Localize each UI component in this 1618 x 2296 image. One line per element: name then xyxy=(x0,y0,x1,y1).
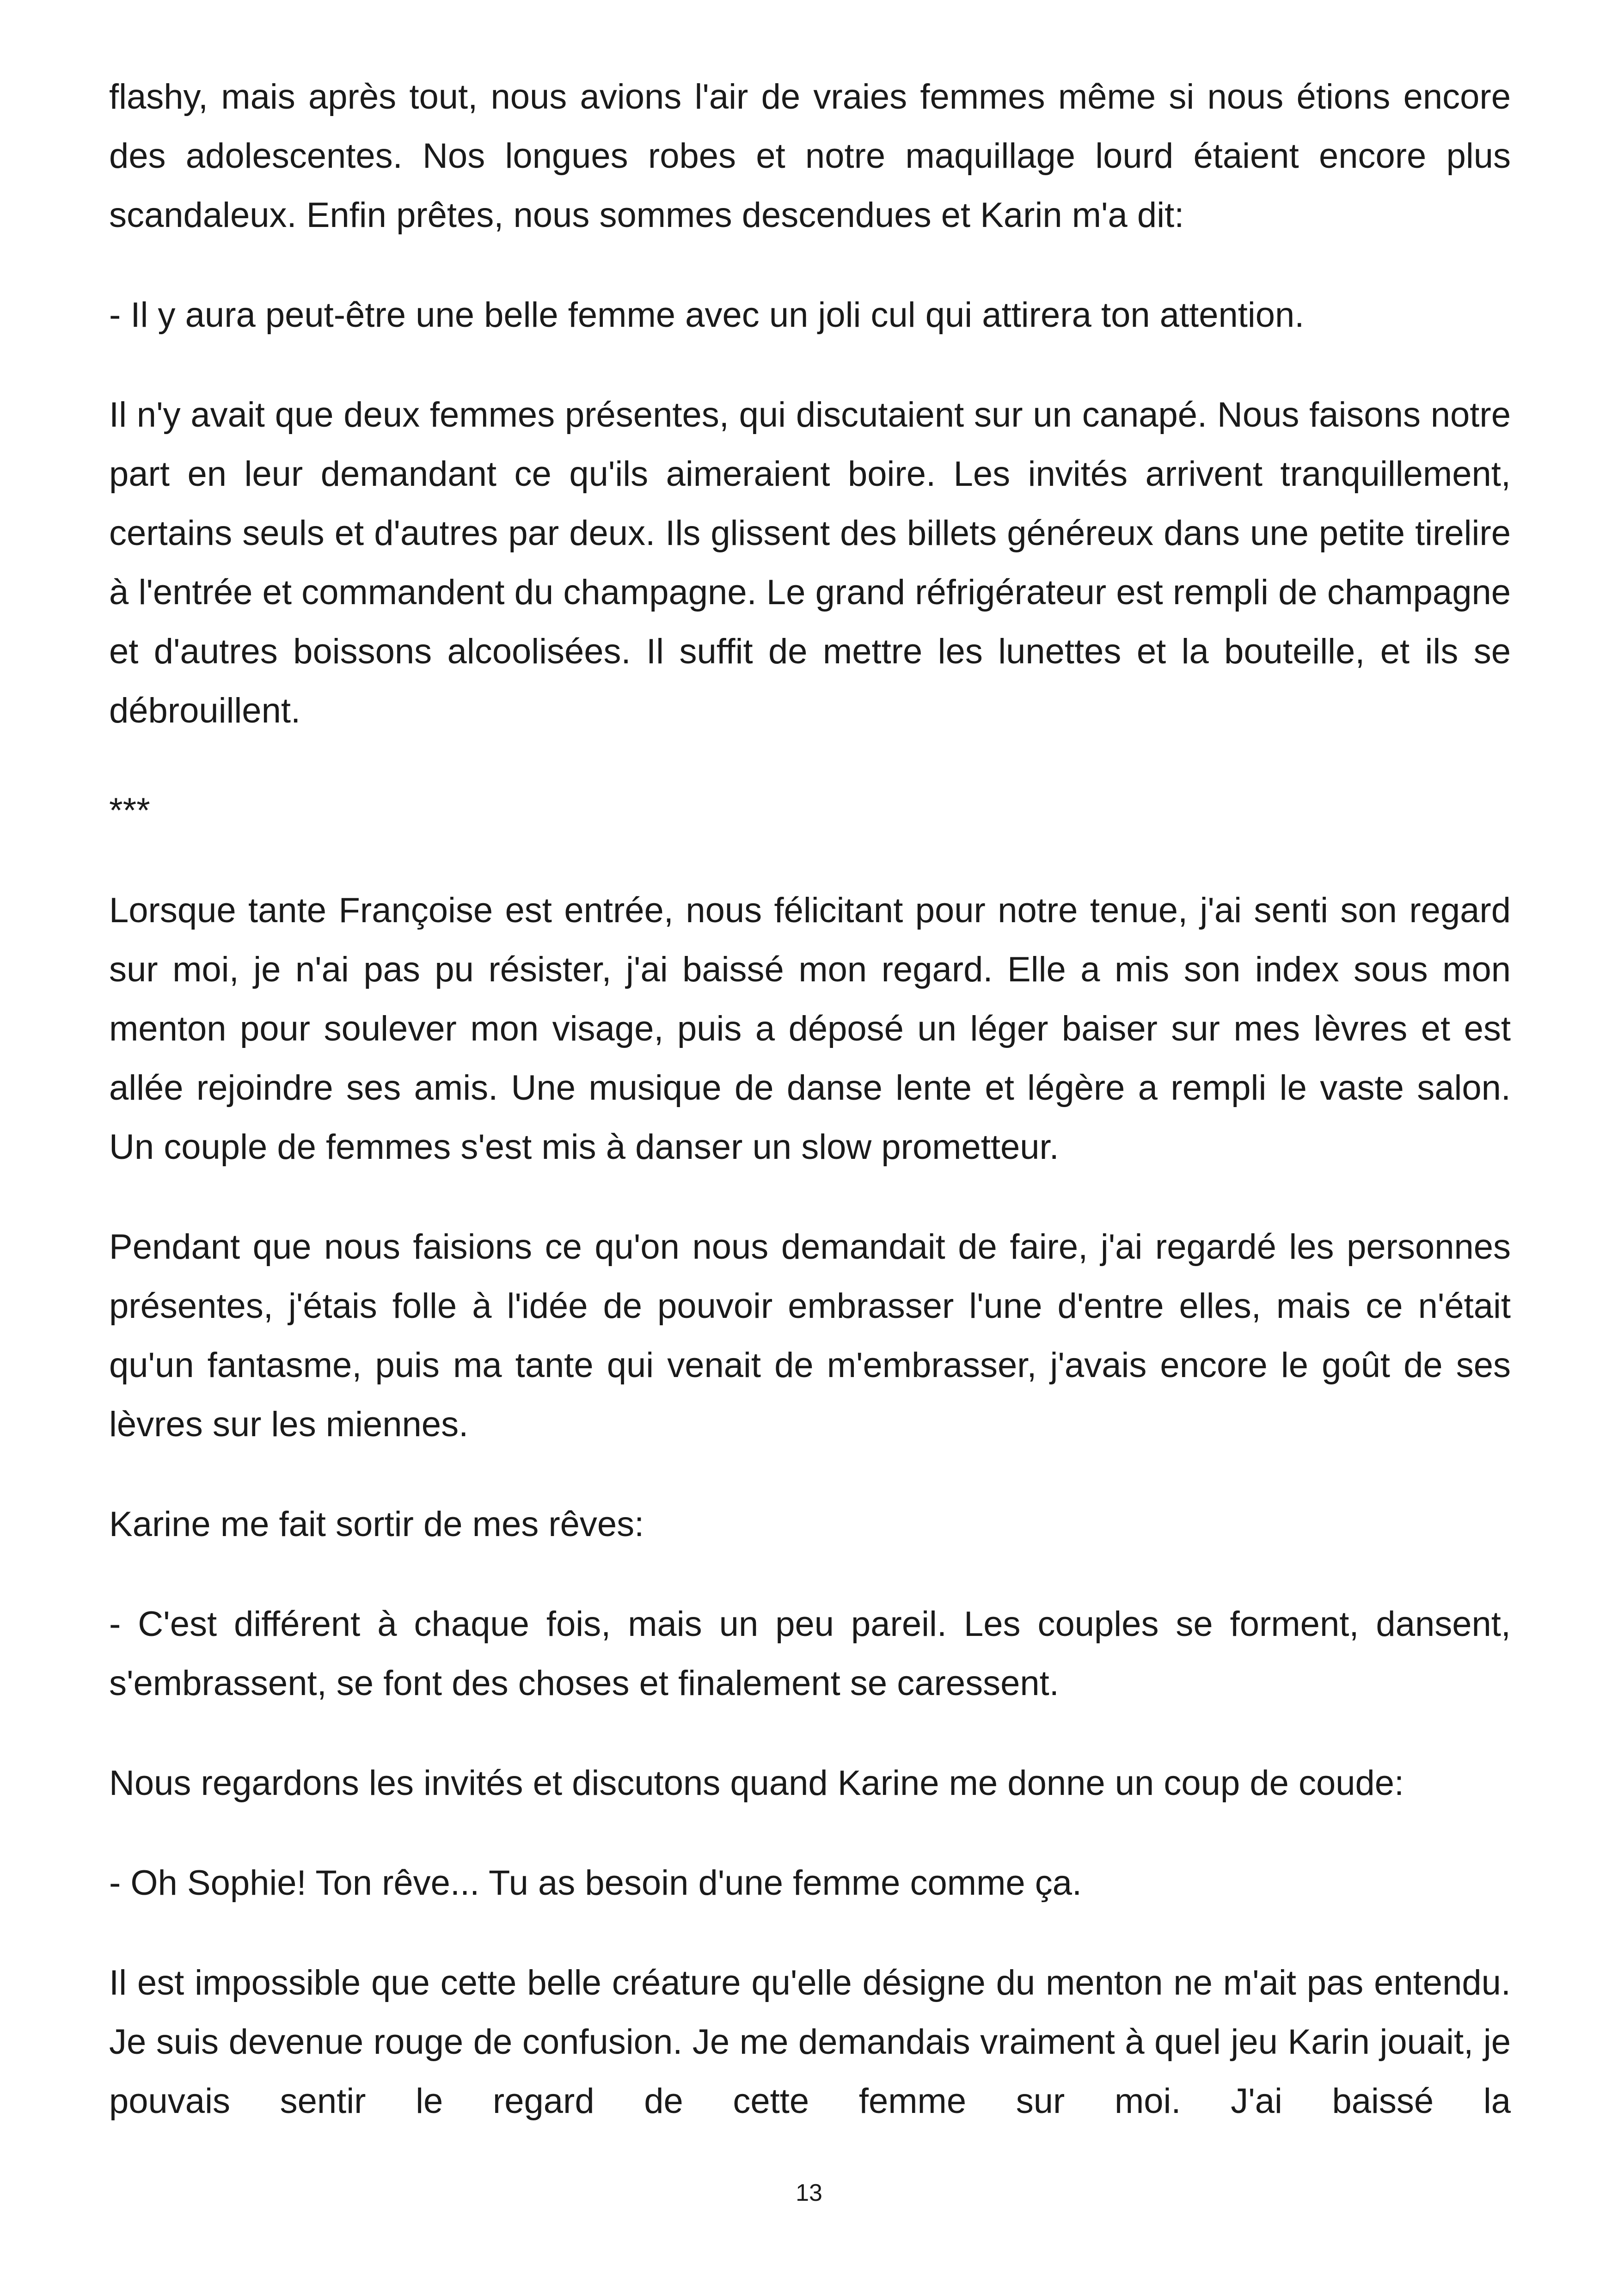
paragraph: Lorsque tante Françoise est entrée, nous félicitant pour notre tenue, j'ai senti son regard sur moi, je n'ai pas pu résister, j'ai baissé mon regard. Elle a mis son index sous mon menton pour soulever mon visage, puis a déposé un léger baiser sur mes lèvres et est allée rejoindre ses amis. Une musique de danse lente et légère a rempli le vaste salon. Un couple de femmes s'est mis à danser un slow prometteur. xyxy=(109,891,1511,1167)
paragraph: - Il y aura peut-être une belle femme avec un joli cul qui attirera ton attention. xyxy=(109,295,1305,335)
paragraph: - Oh Sophie! Ton rêve... Tu as besoin d'une femme comme ça. xyxy=(109,1863,1082,1903)
paragraph: Il est impossible que cette belle créature qu'elle désigne du menton ne m'ait pas entendu. Je suis devenue rouge de confusion. Je me demandais vraiment à quel jeu Karin jouait, je pouvais sentir le regard de cette femme sur moi. J'ai baissé la xyxy=(109,1963,1511,2121)
paragraph: Il n'y avait que deux femmes présentes, qui discutaient sur un canapé. Nous faisons notre part en leur demandant ce qu'ils aimeraient boire. Les invités arrivent tranquillement, certains seuls et d'autres par deux. Ils glissent des billets généreux dans une petite tirelire à l'entrée et commandent du champagne. Le grand réfrigérateur est rempli de champagne et d'autres boissons alcoolisées. Il suffit de mettre les lunettes et la bouteille, et ils se débrouillent. xyxy=(109,395,1511,730)
document-page xyxy=(109,67,1511,2131)
page-number: 13 xyxy=(796,2180,822,2206)
paragraph: flashy, mais après tout, nous avions l'air de vraies femmes même si nous étions encore des adolescentes. Nos longues robes et notre maquillage lourd étaient encore plus scandaleux. Enfin prêtes, nous sommes descendues et Karin m'a dit: xyxy=(109,77,1511,235)
paragraph: - C'est différent à chaque fois, mais un peu pareil. Les couples se forment, dansent, s'embrassent, se font des choses et finalement se caressent. xyxy=(109,1604,1511,1703)
paragraph: Pendant que nous faisions ce qu'on nous demandait de faire, j'ai regardé les personnes présentes, j'étais folle à l'idée de pouvoir embrasser l'une d'entre elles, mais ce n'était qu'un fantasme, puis ma tante qui venait de m'embrasser, j'avais encore le goût de ses lèvres sur les miennes. xyxy=(109,1227,1511,1444)
paragraph: Nous regardons les invités et discutons quand Karine me donne un coup de coude: xyxy=(109,1763,1404,1803)
section-separator: *** xyxy=(109,791,150,830)
paragraph: Karine me fait sortir de mes rêves: xyxy=(109,1505,644,1544)
